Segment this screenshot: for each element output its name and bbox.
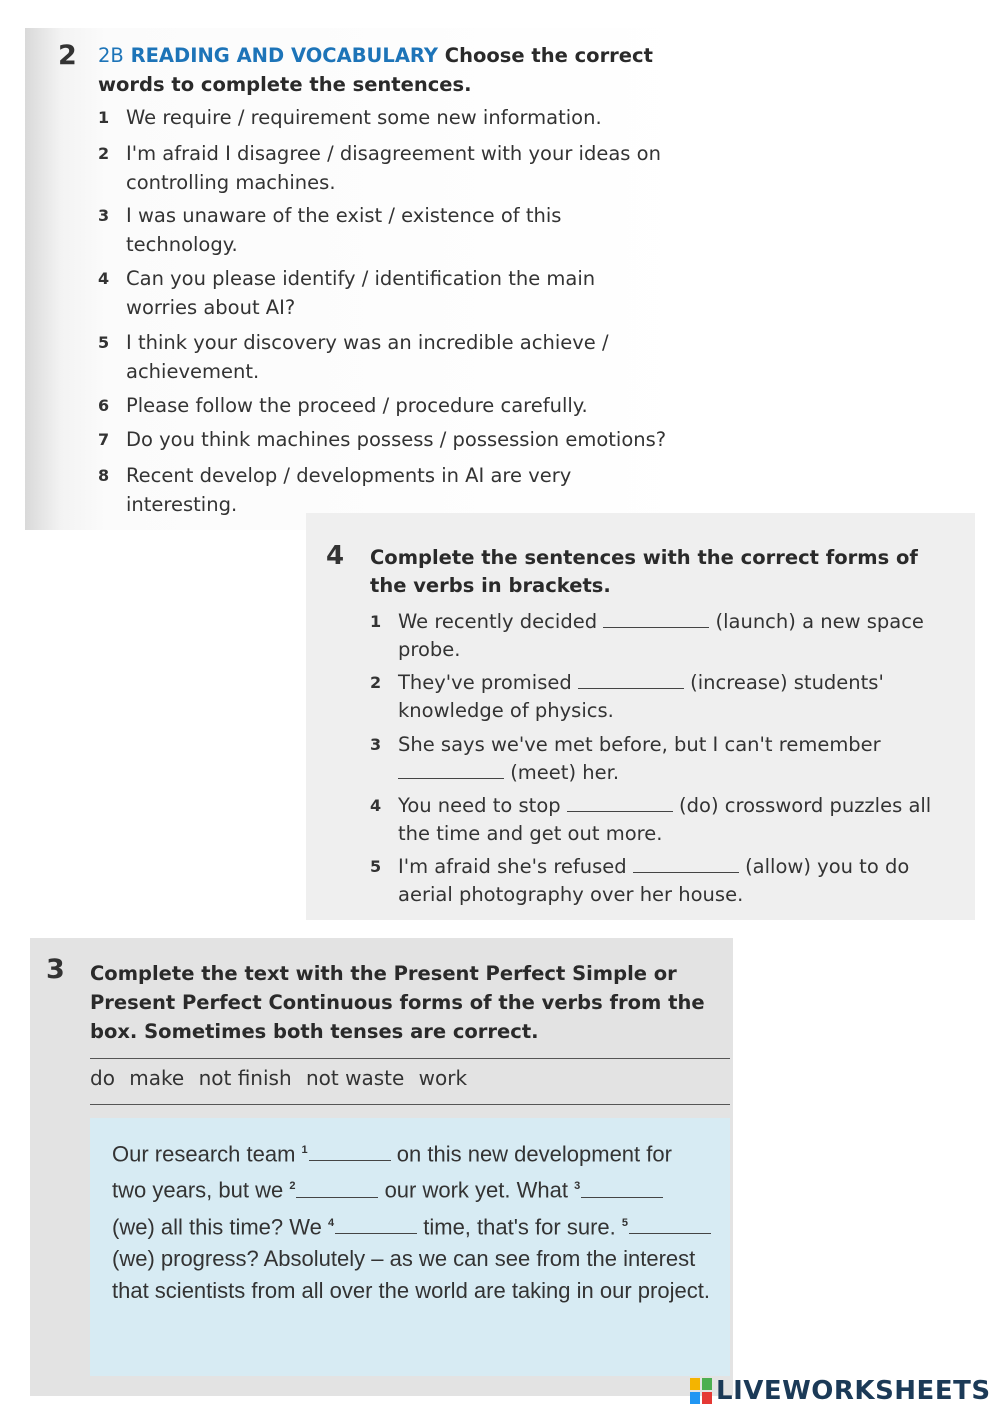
answer-blank[interactable] (629, 1213, 711, 1234)
answer-blank[interactable] (578, 670, 684, 689)
box-word: make (129, 1066, 185, 1090)
exercise-3 (30, 938, 733, 1396)
answer-blank[interactable] (296, 1177, 378, 1198)
answer-blank[interactable] (567, 793, 673, 812)
answer-blank[interactable] (335, 1213, 417, 1234)
exercise-2 (25, 28, 700, 530)
list-item: 5 I'm afraid she's refused (allow) you to do aerial photography over her house. (370, 855, 910, 906)
answer-blank[interactable] (633, 854, 739, 873)
exercise-number: 3 (46, 954, 65, 985)
answer-blank[interactable] (603, 609, 709, 628)
exercise-number: 4 (326, 541, 345, 571)
word-box (90, 1066, 730, 1090)
logo-square (702, 1392, 712, 1404)
gap-number: 1 (301, 1144, 308, 1156)
list-item: 3 She says we've met before, but I can't remember (meet) her. (370, 733, 881, 784)
exercise-heading (98, 41, 658, 99)
list-item[interactable]: 8 Recent develop / developments in AI are very interesting. (98, 464, 572, 516)
divider (90, 1104, 730, 1105)
box-word: do (90, 1066, 115, 1090)
list-item[interactable]: 7 Do you think machines possess / possession emotions? (98, 428, 667, 451)
logo-square (690, 1392, 700, 1404)
logo-icon (690, 1378, 712, 1404)
logo-square (702, 1378, 712, 1390)
answer-blank[interactable] (309, 1140, 391, 1161)
gap-fill-paragraph: Our research team $^1$ on this new development for two years, but we $^2$ our work yet. What $^3$ (we) all this time? We $^4$ time, that's for sure. $^5$ (we) progress? Absolutely – as we can see from the interest that scientists from all over the world are taking in our project. (112, 1141, 710, 1303)
list-item: 4 You need to stop (do) crossword puzzles all the time and get out more. (370, 794, 932, 845)
divider (90, 1058, 730, 1059)
exercise-number: 2 (58, 40, 77, 71)
section-code: 2B (98, 44, 124, 67)
answer-blank[interactable] (581, 1177, 663, 1198)
logo-text: LIVEWORKSHEETS (716, 1376, 991, 1406)
list-item[interactable]: 3 I was unaware of the exist / existence of this technology. (98, 204, 562, 256)
gap-number: 5 (621, 1216, 628, 1229)
exercise-instruction: Choose the correct words to complete the sentences. (98, 44, 653, 96)
section-title: READING AND VOCABULARY (130, 44, 438, 67)
list-item[interactable]: 6 Please follow the proceed / procedure carefully. (98, 394, 588, 417)
gap-number: 4 (328, 1216, 335, 1229)
list-item: 1 We recently decided (launch) a new space probe. (370, 610, 924, 661)
exercise-instruction: Complete the sentences with the correct forms of the verbs in brackets. (370, 546, 918, 597)
list-item[interactable]: 2 I'm afraid I disagree / disagreement with your ideas on controlling machines. (98, 142, 661, 194)
list-item[interactable]: 5 I think your discovery was an incredible achieve / achievement. (98, 331, 609, 383)
gap-number: 3 (574, 1180, 581, 1193)
liveworksheets-logo (690, 1374, 991, 1408)
exercise-4 (306, 513, 975, 920)
exercise-instruction: Complete the text with the Present Perfect Simple or Present Perfect Continuous forms of the verbs from the box. Sometimes both tenses are correct. (90, 962, 705, 1043)
gap-number: 2 (289, 1180, 296, 1193)
list-item[interactable]: 1 We require / requirement some new information. (98, 106, 602, 129)
answer-blank[interactable] (398, 760, 504, 779)
box-word: work (418, 1066, 468, 1090)
list-item: 2 They've promised (increase) students' knowledge of physics. (370, 671, 884, 722)
logo-square (690, 1378, 700, 1390)
gap-fill-text-box (90, 1118, 730, 1376)
list-item[interactable]: 4 Can you please identify / identification the main worries about AI? (98, 267, 596, 319)
box-word: not finish (198, 1066, 292, 1090)
box-word: not waste (305, 1066, 405, 1090)
